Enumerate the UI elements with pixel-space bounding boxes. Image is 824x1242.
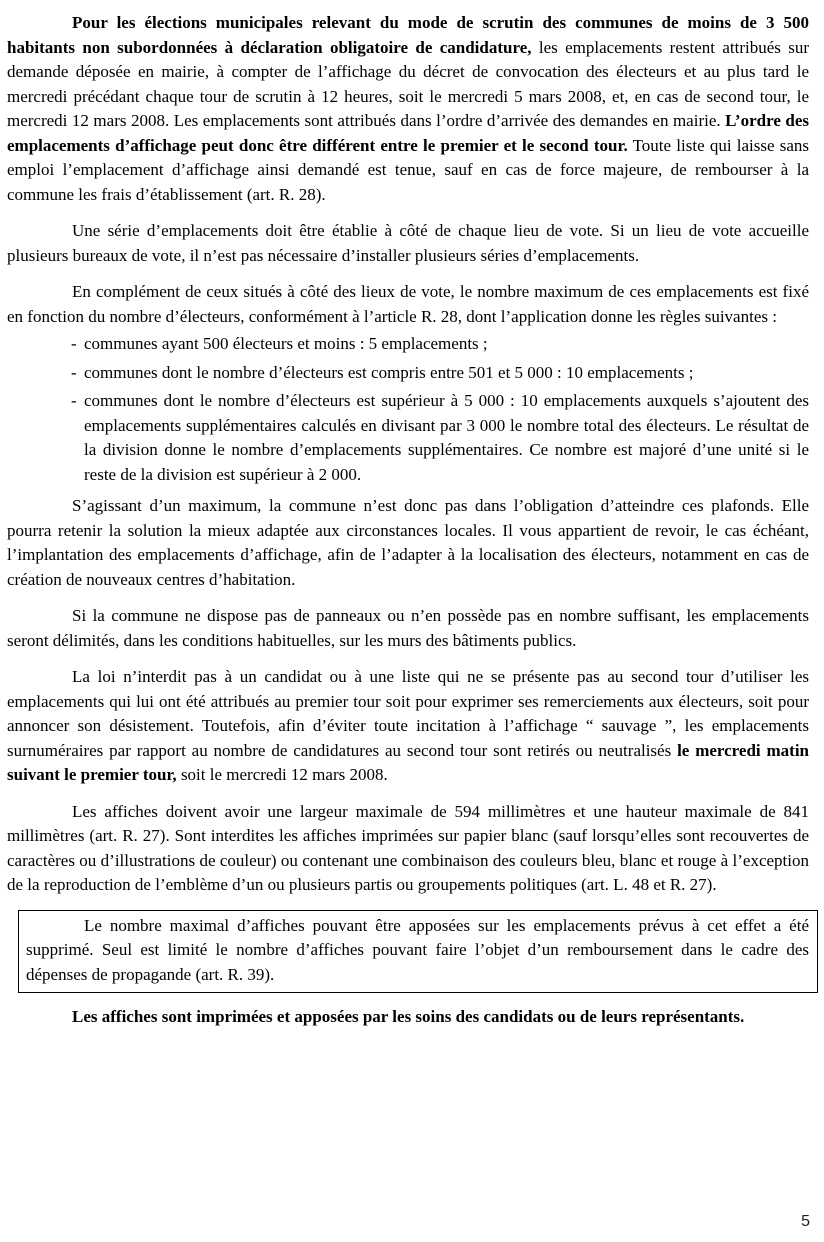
para-attribution-emplacements	[7, 11, 809, 207]
bullet-dash: -	[71, 391, 77, 410]
bullet-dash: -	[71, 362, 77, 382]
list-item	[71, 332, 809, 357]
para-second-tour	[7, 665, 809, 788]
p6-run-text-date: soit le mercredi 12 mars 2008.	[176, 765, 388, 784]
list-item	[71, 361, 809, 386]
bullet-dash: -	[71, 334, 77, 353]
list-item	[71, 389, 809, 487]
para-dimensions-affiches: Les affiches doivent avoir une largeur maximale de 594 millimètres et une hauteur maximale de 841 millimètres (art. R. 27). Sont interdites les affiches imprimées sur papier blanc (sauf lorsqu’elles sont recouvertes de caractères ou d’illustrations de couleur) ou contenant une combinaison des couleurs bleu, blanc et rouge à l’exception de la reproduction de l’emblème d’un ou plusieurs partis ou groupements politiques (art. L. 48 et R. 27).	[7, 801, 809, 894]
boxed-note-remboursement: Le nombre maximal d’affiches pouvant être apposées sur les emplacements prévus à cet effet a été supprimé. Seul est limité le nombre d’affiches pouvant faire l’objet d’un remboursement dans le cadre des dépenses de propagande (art. R. 39).	[18, 910, 818, 994]
para-panneaux: Si la commune ne dispose pas de panneaux ou n’en possède pas en nombre suffisant, les emplacements seront délimités, dans les conditions habituelles, sur les murs des bâtiments publics.	[7, 606, 809, 650]
p1-run-text-attribution: les emplacements restent attribués sur demande déposée en mairie, à compter de l’affichage du décret de convocation des électeurs et au plus tard le mercredi précédant chaque tour de scrutin à 12 heures, soit le mercredi 5 mars 2008, et, en cas de second tour, le mercredi 12 mars 2008. Les emplacements sont attribués dans l’ordre d’arrivée des demandes en mairie.	[7, 37, 810, 130]
p6-run-bold-mercredi: le mercredi matin suivant le premier tour,	[7, 740, 809, 784]
bullet-list-regles	[7, 332, 809, 487]
p1-run-bold-ordre: L’ordre des emplacements d’affichage peut donc être différent entre le premier et le second tour.	[7, 111, 810, 155]
p1-run-text-remboursement: Toute liste qui laisse sans emploi l’emplacement d’affichage ainsi demandé est tenue, sauf en cas de force majeure, de rembourser à la commune les frais d’établissement (art. R. 28).	[7, 135, 810, 204]
para-nombre-maximum: En complément de ceux situés à côté des lieux de vote, le nombre maximum de ces emplacements est fixé en fonction du nombre d’électeurs, conformément à l’article R. 28, dont l’application donne les règles suivantes :	[7, 282, 809, 326]
para-plafonds: S’agissant d’un maximum, la commune n’est donc pas dans l’obligation d’atteindre ces plafonds. Elle pourra retenir la solution la mieux adaptée aux circonstances locales. Il vous appartient de revoir, le cas échéant, l’implantation des emplacements d’affichage, afin de l’adapter à la localisation des électeurs, notamment en cas de création de nouveaux centres d’habitation.	[7, 496, 809, 589]
para-serie-emplacements: Une série d’emplacements doit être établie à côté de chaque lieu de vote. Si un lieu de vote accueille plusieurs bureaux de vote, il n’est pas nécessaire d’installer plusieurs séries d’emplacements.	[7, 221, 809, 265]
p6-run-text-loi: La loi n’interdit pas à un candidat ou à une liste qui ne se présente pas au second tour d’utiliser les emplacements qui lui ont été attribués au premier tour soit pour exprimer ses remerciements aux électeurs, soit pour annoncer son désistement. Toutefois, afin d’éviter toute incitation à l’affichage “ sauvage ”, les emplacements surnuméraires par rapport au nombre de candidatures au second tour sont retirés ou neutralisés	[7, 667, 809, 760]
bullet-text-501-5000: communes dont le nombre d’électeurs est compris entre 501 et 5 000 : 10 emplacements ;	[84, 362, 694, 382]
bullet-text-500-electeurs: communes ayant 500 électeurs et moins : 5 emplacements ;	[84, 334, 488, 353]
para-affiches-candidats: Les affiches sont imprimées et apposées par les soins des candidats ou de leurs représentants.	[72, 1007, 745, 1026]
p1-run-bold-intro: Pour les élections municipales relevant du mode de scrutin des communes de moins de 3 500 habitants non subordonnées à déclaration obligatoire de candidature,	[7, 13, 809, 57]
page-number: 5	[801, 1212, 810, 1230]
bullet-text-sup-5000: communes dont le nombre d’électeurs est supérieur à 5 000 : 10 emplacements auxquels s’ajoutent des emplacements supplémentaires calculés en divisant par 3 000 le nombre total des électeurs. Le résultat de la division donne le nombre d’emplacements supplémentaires. Ce nombre est majoré d’une unité si le reste de la division est supérieur à 2 000.	[84, 391, 809, 484]
